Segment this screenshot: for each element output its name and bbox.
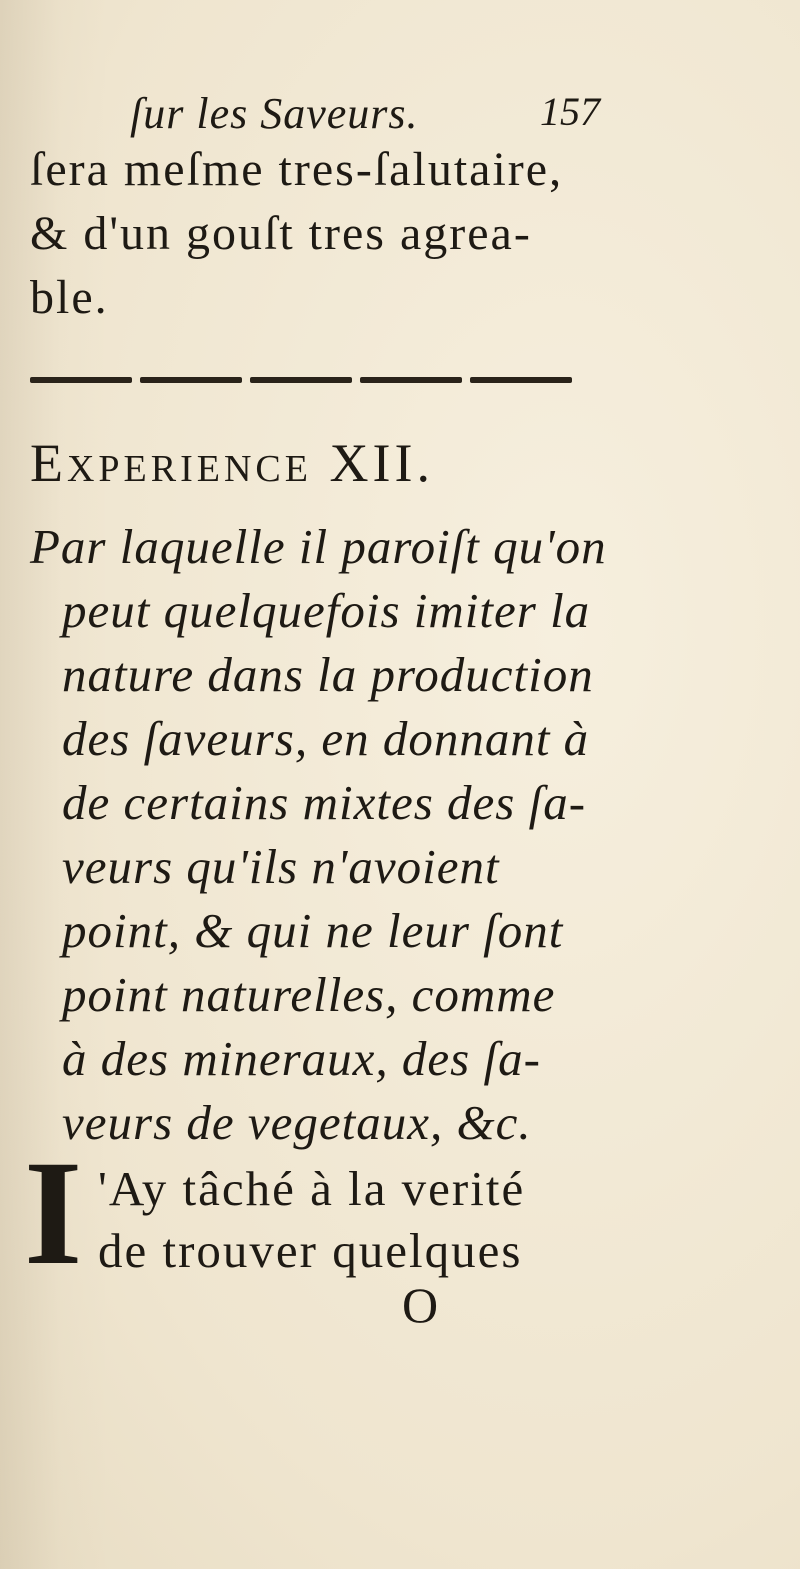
summary-line: point, & qui ne leur ſont	[62, 903, 564, 958]
summary-line: des ſaveurs, en donnant à	[62, 711, 590, 766]
summary-line: à des mineraux, des ſa-	[62, 1031, 541, 1086]
section-heading: Experience XII.	[30, 433, 434, 493]
drop-cap: I	[24, 1130, 83, 1296]
summary-line: veurs qu'ils n'avoient	[62, 839, 500, 894]
summary-line: point naturelles, comme	[62, 967, 556, 1022]
text-line: ble.	[30, 271, 109, 324]
signature-mark: O	[402, 1277, 439, 1333]
summary-line: nature dans la production	[62, 647, 594, 702]
page-header	[130, 88, 600, 138]
page-number: 157	[540, 89, 600, 134]
summary-line: peut quelquefois imiter la	[62, 583, 591, 638]
ornamental-rule	[30, 375, 572, 385]
summary-line: veurs de vegetaux, &c.	[62, 1095, 532, 1150]
text-line: & d'un gouſt tres agrea-	[30, 207, 532, 260]
body-line: de trouver quelques	[98, 1223, 523, 1278]
running-head: ſur les Saveurs.	[130, 89, 419, 138]
summary-line: de certains mixtes des ſa-	[62, 775, 587, 830]
text-line: ſera meſme tres-ſalutaire,	[30, 143, 564, 196]
summary-line: Par laquelle il paroiſt qu'on	[30, 519, 607, 574]
body-line: 'Ay tâché à la verité	[98, 1161, 526, 1216]
